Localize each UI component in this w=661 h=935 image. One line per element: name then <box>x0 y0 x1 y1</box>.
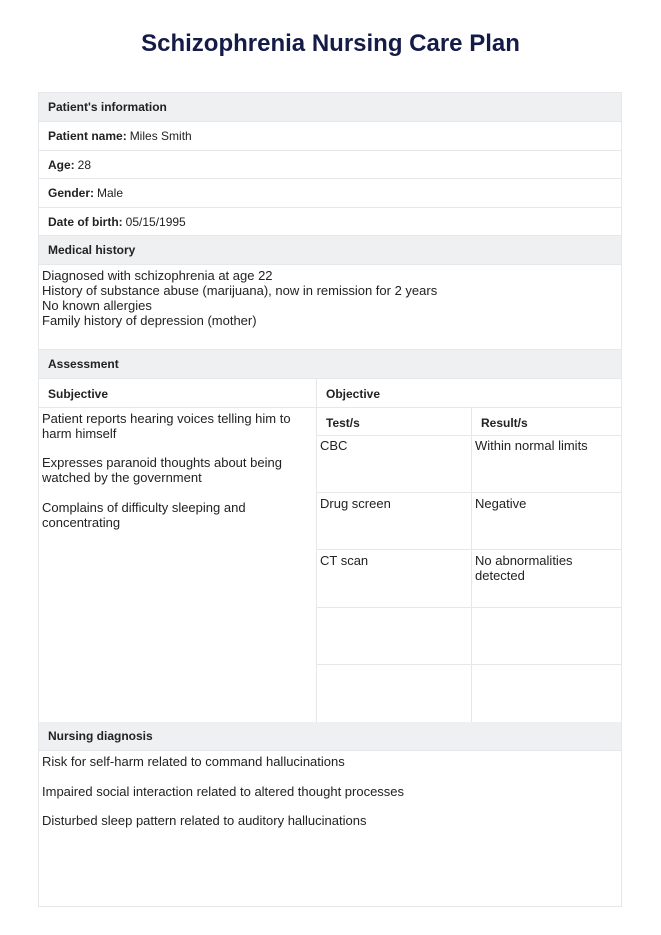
result-cell[interactable]: Within normal limits <box>475 438 588 453</box>
diagnosis-item: Impaired social interaction related to altered thought processes <box>42 784 405 799</box>
field-label: Date of birth: <box>48 214 123 229</box>
column-divider <box>316 379 317 722</box>
dob-value[interactable]: 05/15/1995 <box>125 214 186 229</box>
nursing-diagnosis-header <box>39 722 621 751</box>
page-title: Schizophrenia Nursing Care Plan <box>141 30 520 57</box>
patient-info-header <box>39 93 621 122</box>
medical-history-content[interactable] <box>39 265 621 350</box>
section-title: Medical history <box>48 243 136 257</box>
assessment-body <box>39 379 621 722</box>
divider <box>316 435 621 436</box>
objective-header: Objective <box>326 387 381 401</box>
divider <box>39 407 316 408</box>
section-title: Patient's information <box>48 100 167 114</box>
subjective-header: Subjective <box>48 387 109 401</box>
column-divider <box>471 407 472 722</box>
medical-history-header <box>39 236 621 265</box>
section-title: Nursing diagnosis <box>48 729 153 743</box>
history-line: History of substance abuse (marijuana), now in remission for 2 years <box>42 283 438 298</box>
divider <box>316 407 621 408</box>
field-label: Gender: <box>48 186 95 200</box>
test-cell[interactable]: CT scan <box>320 553 369 568</box>
assessment-header <box>39 350 621 379</box>
field-label: Age: <box>48 157 75 172</box>
diagnosis-item: Disturbed sleep pattern related to auditory hallucinations <box>42 813 367 828</box>
subjective-item[interactable]: Complains of difficulty sleeping and concentrating <box>42 500 246 530</box>
dob-field[interactable] <box>39 208 621 236</box>
nursing-diagnosis-content[interactable] <box>39 751 621 906</box>
tests-column-header: Test/s <box>326 416 360 430</box>
field-label: Patient name: <box>48 129 127 143</box>
gender-field[interactable] <box>39 179 621 208</box>
test-cell[interactable]: CBC <box>320 438 348 453</box>
result-cell[interactable]: No abnormalities detected <box>475 553 573 583</box>
patient-name-field[interactable] <box>39 122 621 151</box>
history-line: Family history of depression (mother) <box>42 313 257 328</box>
care-plan-form <box>38 92 622 907</box>
divider <box>316 664 621 665</box>
subjective-item[interactable]: Patient reports hearing voices telling him to harm himself <box>42 411 291 441</box>
divider <box>316 607 621 608</box>
age-value[interactable]: 28 <box>77 157 92 172</box>
divider <box>316 492 621 493</box>
divider <box>316 549 621 550</box>
section-title: Assessment <box>48 357 119 371</box>
subjective-item[interactable]: Expresses paranoid thoughts about being watched by the government <box>42 455 282 485</box>
patient-name-value[interactable]: Miles Smith <box>129 129 192 143</box>
history-line: No known allergies <box>42 298 152 313</box>
history-line: Diagnosed with schizophrenia at age 22 <box>42 268 273 283</box>
results-column-header: Result/s <box>481 416 528 430</box>
test-cell[interactable]: Drug screen <box>320 496 391 511</box>
result-cell[interactable]: Negative <box>475 496 527 511</box>
age-field[interactable] <box>39 151 621 179</box>
gender-value[interactable]: Male <box>97 186 124 200</box>
diagnosis-item: Risk for self-harm related to command hallucinations <box>42 754 345 769</box>
